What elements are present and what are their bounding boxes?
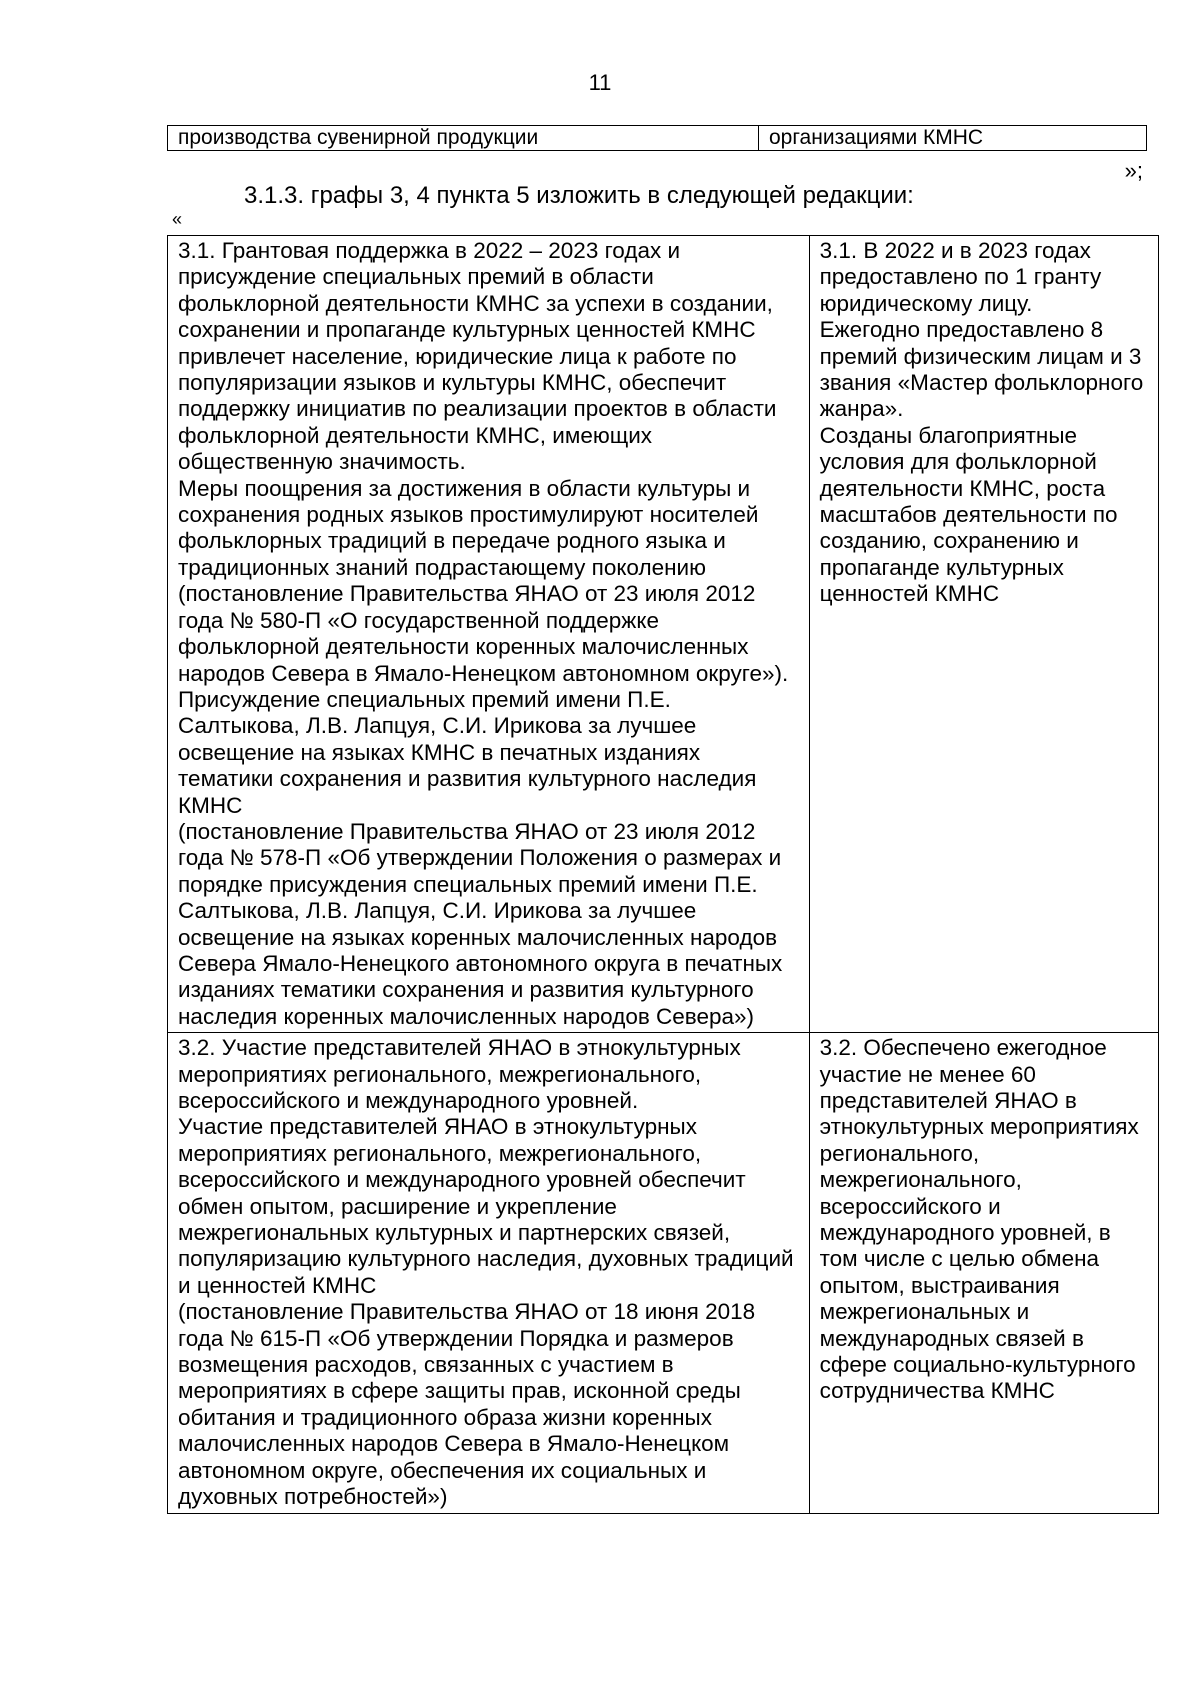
main-table bbox=[167, 235, 1159, 1514]
table-row bbox=[168, 1033, 1159, 1513]
paragraph: Участие представителей ЯНАО в этнокультурных мероприятиях регионального, межрегионального, всероссийского и международного уровней обеспечит обмен опытом, расширение и укрепление межрегиональных культурных и партнерских связей, популяризацию культурного наследия, духовных традиций и ценностей КМНС bbox=[178, 1114, 794, 1298]
paragraph: Созданы благоприятные условия для фольклорной деятельности КМНС, роста масштабов деятельности по созданию, сохранению и пропаганде культурных ценностей КМНС bbox=[819, 422, 1118, 607]
paragraph: 3.2. Обеспечено ежегодное участие не менее 60 представителей ЯНАО в этнокультурных мероприятиях регионального, межрегионального, всероссийского и международного уровней, в том числе с целью обмена опытом, выстраивания межрегиональных и международных связей в сфере социально-культурного сотрудничества КМНС bbox=[819, 1035, 1139, 1404]
closing-quote: »; bbox=[1124, 158, 1143, 183]
continued-table bbox=[167, 125, 1147, 151]
paragraph: Меры поощрения за достижения в области культуры и сохранения родных языков простимулируют носителей фольклорных традиций в передаче родного языка и традиционных знаний подрастающему поколению (постановление Правительства ЯНАО от 23 июля 2012 года № 580-П «О государственной поддержке фольклорной деятельности коренных малочисленных народов Севера в Ямало-Ненецком автономном округе»). bbox=[178, 475, 789, 686]
paragraph: Присуждение специальных премий имени П.Е. Салтыкова, Л.В. Лапцуя, С.И. Ирикова за лучшее освещение на языках КМНС в печатных изданиях тематики сохранения и развития культурного наследия КМНС bbox=[178, 686, 757, 818]
row-3-2-description bbox=[168, 1033, 810, 1513]
table-cell-right: организациями КМНС bbox=[759, 126, 1147, 151]
table-row bbox=[168, 236, 1159, 1033]
row-3-1-result bbox=[809, 236, 1158, 1033]
paragraph: (постановление Правительства ЯНАО от 23 июля 2012 года № 578-П «Об утверждении Положения о размерах и порядке присуждения специальных премий имени П.Е. Салтыкова, Л.В. Лапцуя, С.И. Ирикова за лучшее освещение на языках коренных малочисленных народов Севера Ямало-Ненецкого автономного округа в печатных изданиях тематики сохранения и развития культурного наследия коренных малочисленных народов Севера») bbox=[178, 818, 783, 1029]
paragraph: Ежегодно предоставлено 8 премий физическим лицам и 3 звания «Мастер фольклорного жанра». bbox=[819, 317, 1144, 422]
table-row bbox=[168, 126, 1147, 151]
paragraph: 3.1. Грантовая поддержка в 2022 – 2023 годах и присуждение специальных премий в области фольклорной деятельности КМНС за успехи в создании, сохранении и пропаганде культурных ценностей КМНС привлечет население, юридические лица к работе по популяризации языков и культуры КМНС, обеспечит поддержку инициатив по реализации проектов в области фольклорной деятельности КМНС, имеющих общественную значимость. bbox=[178, 238, 777, 475]
row-3-1-description bbox=[168, 236, 810, 1033]
section-heading: 3.1.3. графы 3, 4 пункта 5 изложить в следующей редакции: bbox=[244, 182, 914, 209]
opening-quote: « bbox=[172, 209, 183, 229]
page-number: 11 bbox=[588, 70, 612, 95]
table-cell-left: производства сувенирной продукции bbox=[168, 126, 759, 151]
paragraph: 3.2. Участие представителей ЯНАО в этнокультурных мероприятиях регионального, межрегионального, всероссийского и международного уровней. bbox=[178, 1035, 741, 1113]
paragraph: 3.1. В 2022 и в 2023 годах предоставлено по 1 гранту юридическому лицу. bbox=[819, 238, 1102, 316]
row-3-2-result bbox=[809, 1033, 1158, 1513]
paragraph: (постановление Правительства ЯНАО от 18 июня 2018 года № 615-П «Об утверждении Порядка и размеров возмещения расходов, связанных с участием в мероприятиях в сфере защиты прав, исконной среды обитания и традиционного образа жизни коренных малочисленных народов Севера в Ямало-Ненецком автономном округе, обеспечения их социальных и духовных потребностей») bbox=[178, 1299, 756, 1510]
